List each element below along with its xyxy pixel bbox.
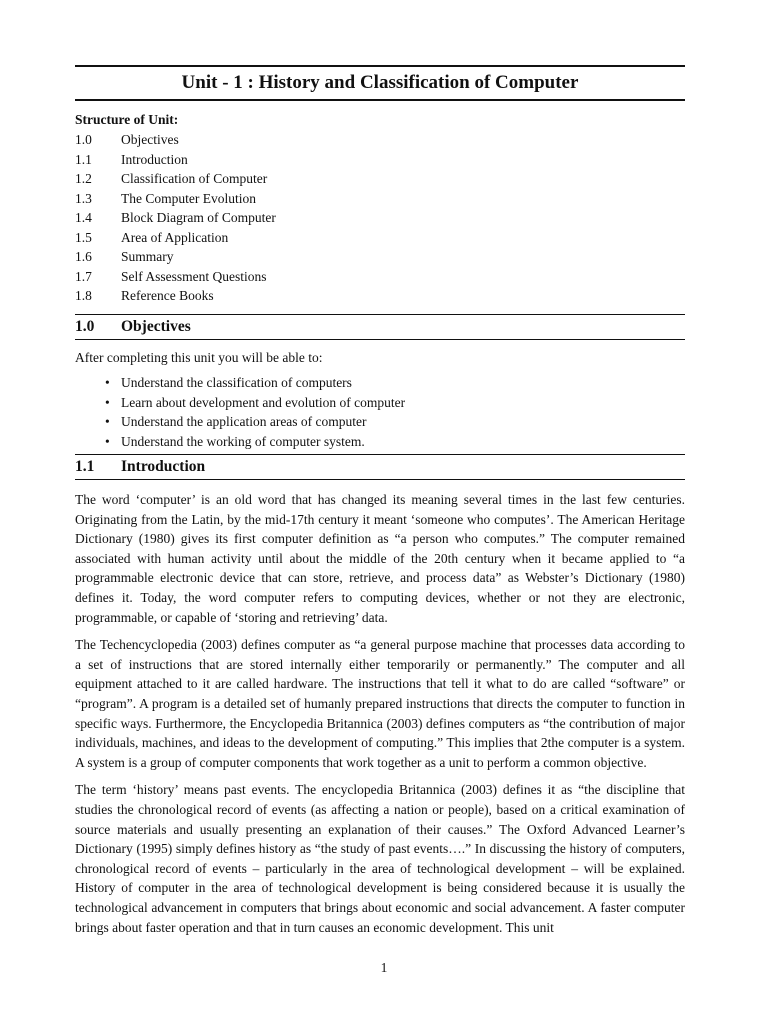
list-item: • Understand the application areas of computer [121, 412, 685, 432]
toc-item: 1.0 Objectives [75, 132, 179, 147]
structure-list [75, 130, 685, 306]
toc-item: 1.5 Area of Application [75, 229, 229, 245]
list-item: • Learn about development and evolution of computer [121, 393, 685, 413]
section-heading-introduction: 1.1 Introduction [75, 454, 685, 480]
paragraph: The Techencyclopedia (2003) defines computer as “a general purpose machine that processes data according to a set of instructions that are stored internally either temporarily or permanently.” The computer and all equipment attached to it are called hardware. The instructions that tell it what to do are called “software” or “program”. A program is a detailed set of humanly prepared instructions that directs the computer to function in specific ways. Furthermore, the Encyclopedia Britannica (2003) defines computers as “the contribution of major individuals, machines, and ideas to the development of computing.” This implies that 2the computer is a system. A system is a group of computer components that work together as a unit to perform a common objective. [75, 637, 685, 770]
title-bottom-rule [75, 99, 685, 101]
page-number: 1 [380, 960, 388, 975]
list-item: • Understand the classification of computers [121, 373, 685, 393]
toc-item: 1.1 Introduction [75, 151, 188, 167]
toc-item: 1.6 Summary [75, 249, 174, 264]
toc-item: 1.2 Classification of Computer [75, 171, 268, 186]
page-body [75, 0, 685, 937]
paragraph: The word ‘computer’ is an old word that has changed its meaning several times in the last few centuries. Originating from the Latin, by the mid-17th century it meant ‘someone who computes’. The American Heritage Dictionary (1980) gives its first computer definition as “a person who computes.” The computer remained associated with human activity until about the middle of the 20th century when it became applied to “a programmable electronic device that can store, retrieve, and process data” as Webster’s Dictionary (1980) defines it. Today, the word computer refers to computing devices, whether or not they are electronic, programmable, or capable of ‘storing and retrieving’ data. [75, 492, 685, 625]
objectives-list [75, 373, 685, 451]
toc-item: 1.4 Block Diagram of Computer [75, 210, 276, 225]
toc-item: 1.3 The Computer Evolution [75, 190, 256, 206]
toc-item: 1.8 Reference Books [75, 288, 214, 303]
objectives-intro: After completing this unit you will be able to: [75, 349, 323, 365]
section-heading-objectives: 1.0 Objectives [75, 314, 685, 340]
structure-heading: Structure of Unit: [75, 112, 179, 127]
page-title: Unit - 1 : History and Classification of Computer [181, 72, 579, 93]
list-item: • Understand the working of computer system. [121, 432, 685, 452]
paragraph: The term ‘history’ means past events. The encyclopedia Britannica (2003) defines it as “the discipline that studies the chronological record of events (as affecting a nation or people), based on a critical examination of source materials and usually presenting an explanation of their causes.” The Oxford Advanced Learner’s Dictionary (1995) simply defines history as “the study of past events….” In discussing the history of computers, chronological record of events – particularly in the area of technological development – will be explained. History of computer in the area of technological development is being considered because it is usually the technological advancement in computers that brings about economic and social advancement. A faster computer brings about faster operation and that in turn causes an economic development. This unit [75, 782, 685, 935]
toc-item: 1.7 Self Assessment Questions [75, 268, 267, 284]
